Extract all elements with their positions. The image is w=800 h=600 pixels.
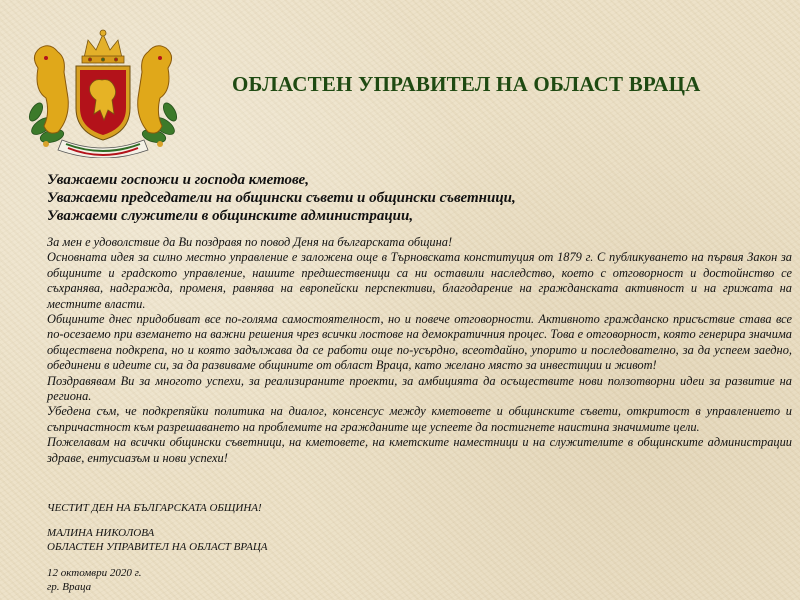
closing-line: ЧЕСТИТ ДЕН НА БЪЛГАРСКАТА ОБЩИНА!: [47, 502, 262, 514]
body-paragraph: Поздравявам Ви за многото успехи, за реализираните проекти, за амбицията да осъществите нови ползотворни идеи за развитие на региона.: [47, 373, 792, 404]
body-paragraph: Общините днес придобиват все по-голяма самостоятелност, но и повече отговорности. Активното гражданско присъствие става все по-осезаемо при вземането на важни решения чрез всички лостове на демократичния процес. Това е отговорност, която генерира значима обществена подкрепа, но и която задължава да се работи още по-усърдно, всеотдайно, упорито и последователно, за да успеем заедно, обединени в идеите си, за да развиваме общините от област Враца, като желано място за инвестиции и живот!: [47, 312, 792, 373]
page-title: ОБЛАСТЕН УПРАВИТЕЛ НА ОБЛАСТ ВРАЦА: [232, 72, 701, 96]
body-paragraph: За мен е удоволствие да Ви поздравя по повод Деня на българската община!: [47, 235, 453, 249]
date-place-block: [47, 567, 141, 594]
signatory-name: МАЛИНА НИКОЛОВА: [47, 527, 155, 539]
letter-date: 12 октомври 2020 г.: [47, 567, 142, 579]
body-paragraph: Убедена съм, че подкрепяйки политика на диалог, консенсус между кметовете и общинските съвети, откритост в управлението и съпричастност към разрешаването на проблемите на гражданите ще успеете да постигнете наистина значимите цели.: [47, 404, 792, 434]
signature-block: [47, 527, 268, 554]
letter-body: [47, 235, 792, 466]
salutation-line: Уважаеми служители в общинските администрации,: [47, 208, 414, 224]
coat-of-arms-icon: [24, 28, 182, 158]
body-paragraph: Пожелавам на всички общински съветници, на кметовете, на кметските наместници и на служителите в общинските администрации здраве, ентусиазъм и нови успехи!: [47, 435, 792, 465]
salutation-line: Уважаеми госпожи и господа кметове,: [47, 172, 309, 188]
salutation-block: [47, 171, 516, 225]
body-paragraph: Основната идея за силно местно управление е заложена още в Търновската конституция от 1879 г. С публикуването на първия Закон за общините и градското управление, нашите предшественици са ни оставили наследство, което с отговорност и достойнство се съхранява, надгражда, променя, равнява на европейски перспективи, благодарение на гражданската активност и на грижата на местните власти.: [47, 250, 792, 311]
signatory-position: ОБЛАСТЕН УПРАВИТЕЛ НА ОБЛАСТ ВРАЦА: [47, 540, 268, 553]
salutation-line: Уважаеми председатели на общински съвети и общински съветници,: [47, 190, 516, 206]
letter-place: гр. Враца: [47, 580, 92, 593]
